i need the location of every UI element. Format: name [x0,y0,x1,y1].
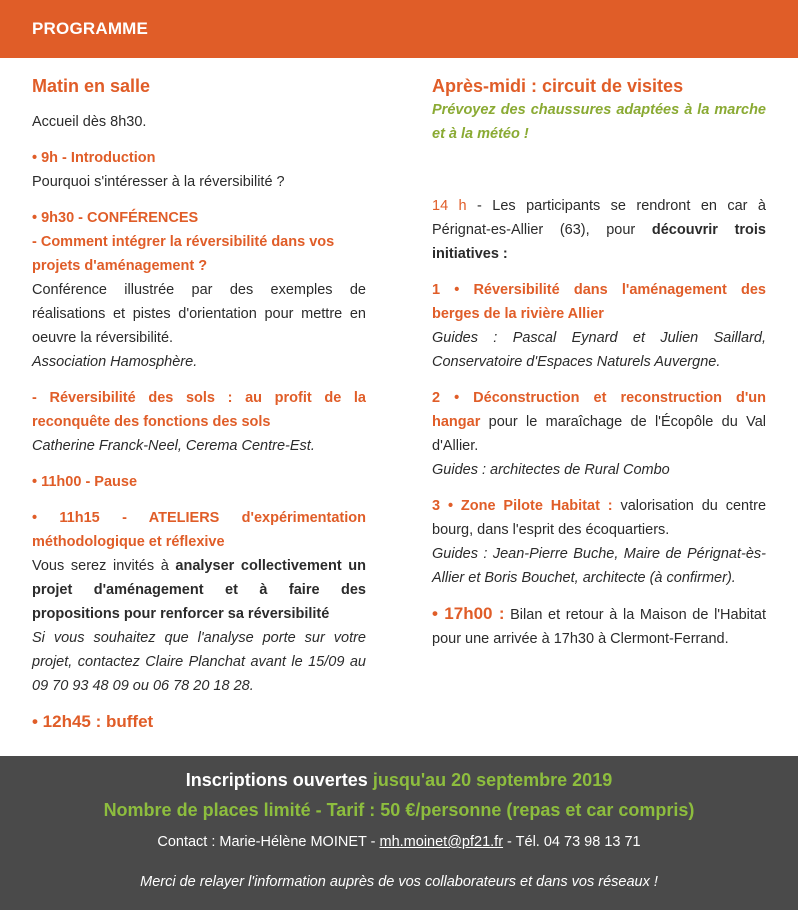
visit-2 [432,386,766,482]
registration-deadline: jusqu'au 20 septembre 2019 [372,770,613,790]
intro-section [32,146,366,194]
visit-3-text: valorisation du centre bourg, dans l'esprit des écoquartiers. [432,498,767,538]
registration-line [0,770,798,791]
buffet-heading: • 12h45 : buffet [32,712,154,731]
ateliers-text-bold: analyser collectivement un projet d'aménagement et à faire des propositions pour renforcer sa réversibilité [32,558,366,622]
registration-text: Inscriptions ouvertes [185,770,373,790]
conferences-heading: • 9h30 - CONFÉRENCES [32,210,199,226]
visit-3-heading [432,494,766,542]
ateliers-text-plain: Vous serez invités à [32,558,176,574]
conferences-section [32,206,366,374]
contact-phone: - Tél. 04 73 98 13 71 [503,834,641,850]
visit-1-heading: 1 • Réversibilité dans l'aménagement des berges de la rivière Allier [432,282,766,322]
afternoon-intro-bold: découvrir trois initiatives : [432,222,766,262]
conference-1-text: Conférence illustrée par des exemples de réalisations et pistes d'orientation pour mettre en oeuvre la réversibilité. [32,282,366,346]
welcome-text: Accueil dès 8h30. [32,114,147,130]
relay-message: Merci de relayer l'information auprès de vos collaborateurs et dans vos réseaux ! [140,874,658,890]
visit-3-guides: Guides : Jean-Pierre Buche, Maire de Pérignat-ès-Allier et Boris Bouchet, architecte (à confirmer). [432,546,766,586]
pause-heading: • 11h00 - Pause [32,474,138,490]
visit-2-text: pour le maraîchage de l'Écopôle du Val d'Allier. [432,414,766,454]
header-title: PROGRAMME [32,19,149,38]
visit-2-guides: Guides : architectes de Rural Combo [432,462,670,478]
afternoon-title: Après-midi : circuit de visites [432,76,684,96]
end-section [432,602,766,651]
visit-2-title: 2 • Déconstruction et reconstruction d'un hangar [432,390,766,430]
end-text: Bilan et retour à la Maison de l'Habitat pour une arrivée à 17h30 à Clermont-Ferrand. [432,607,766,647]
pricing-line: Nombre de places limité - Tarif : 50 €/personne (repas et car compris) [103,800,695,820]
intro-heading: • 9h - Introduction [32,150,156,166]
visit-1-guides: Guides : Pascal Eynard et Julien Saillard, Conservatoire d'Espaces Naturels Auvergne. [432,330,766,370]
conference-2-section [32,386,366,458]
intro-text: Pourquoi s'intéresser à la réversibilité ? [32,174,285,190]
ateliers-heading: • 11h15 - ATELIERS d'expérimentation méthodologique et réflexive [32,510,366,550]
conference-1-author: Association Hamosphère. [32,354,198,370]
contact-email-link[interactable]: mh.moinet@pf21.fr [379,834,504,850]
conference-2-heading: - Réversibilité des sols : au profit de la reconquête des fonctions des sols [32,390,366,430]
conference-2-author: Catherine Franck-Neel, Cerema Centre-Est. [32,438,315,454]
end-time: • 17h00 : [432,604,505,623]
visit-3 [432,494,766,590]
ateliers-text [32,554,366,626]
contact-name: Contact : Marie-Hélène MOINET - [157,834,380,850]
header-bar [0,0,798,58]
morning-title: Matin en salle [32,76,151,96]
visit-2-heading [432,386,766,458]
contact-line [0,834,798,850]
shoes-note: Prévoyez des chaussures adaptées à la marche et à la météo ! [432,102,766,142]
afternoon-intro [432,194,766,266]
ateliers-note: Si vous souhaitez que l'analyse porte sur votre projet, contactez Claire Planchat avant le 15/09 au 09 70 93 48 09 ou 06 78 20 18 28. [32,630,366,694]
footer-bar [0,756,798,910]
afternoon-column [432,74,766,651]
afternoon-intro-text: - Les participants se rendront en car à Pérignat-es-Allier (63), pour [432,198,766,238]
afternoon-intro-time: 14 h [432,198,467,214]
ateliers-section [32,506,366,698]
visit-3-title: 3 • Zone Pilote Habitat : [432,498,613,514]
conference-1-heading: - Comment intégrer la réversibilité dans vos projets d'aménagement ? [32,234,335,274]
visit-1 [432,278,766,374]
morning-column [32,74,366,734]
